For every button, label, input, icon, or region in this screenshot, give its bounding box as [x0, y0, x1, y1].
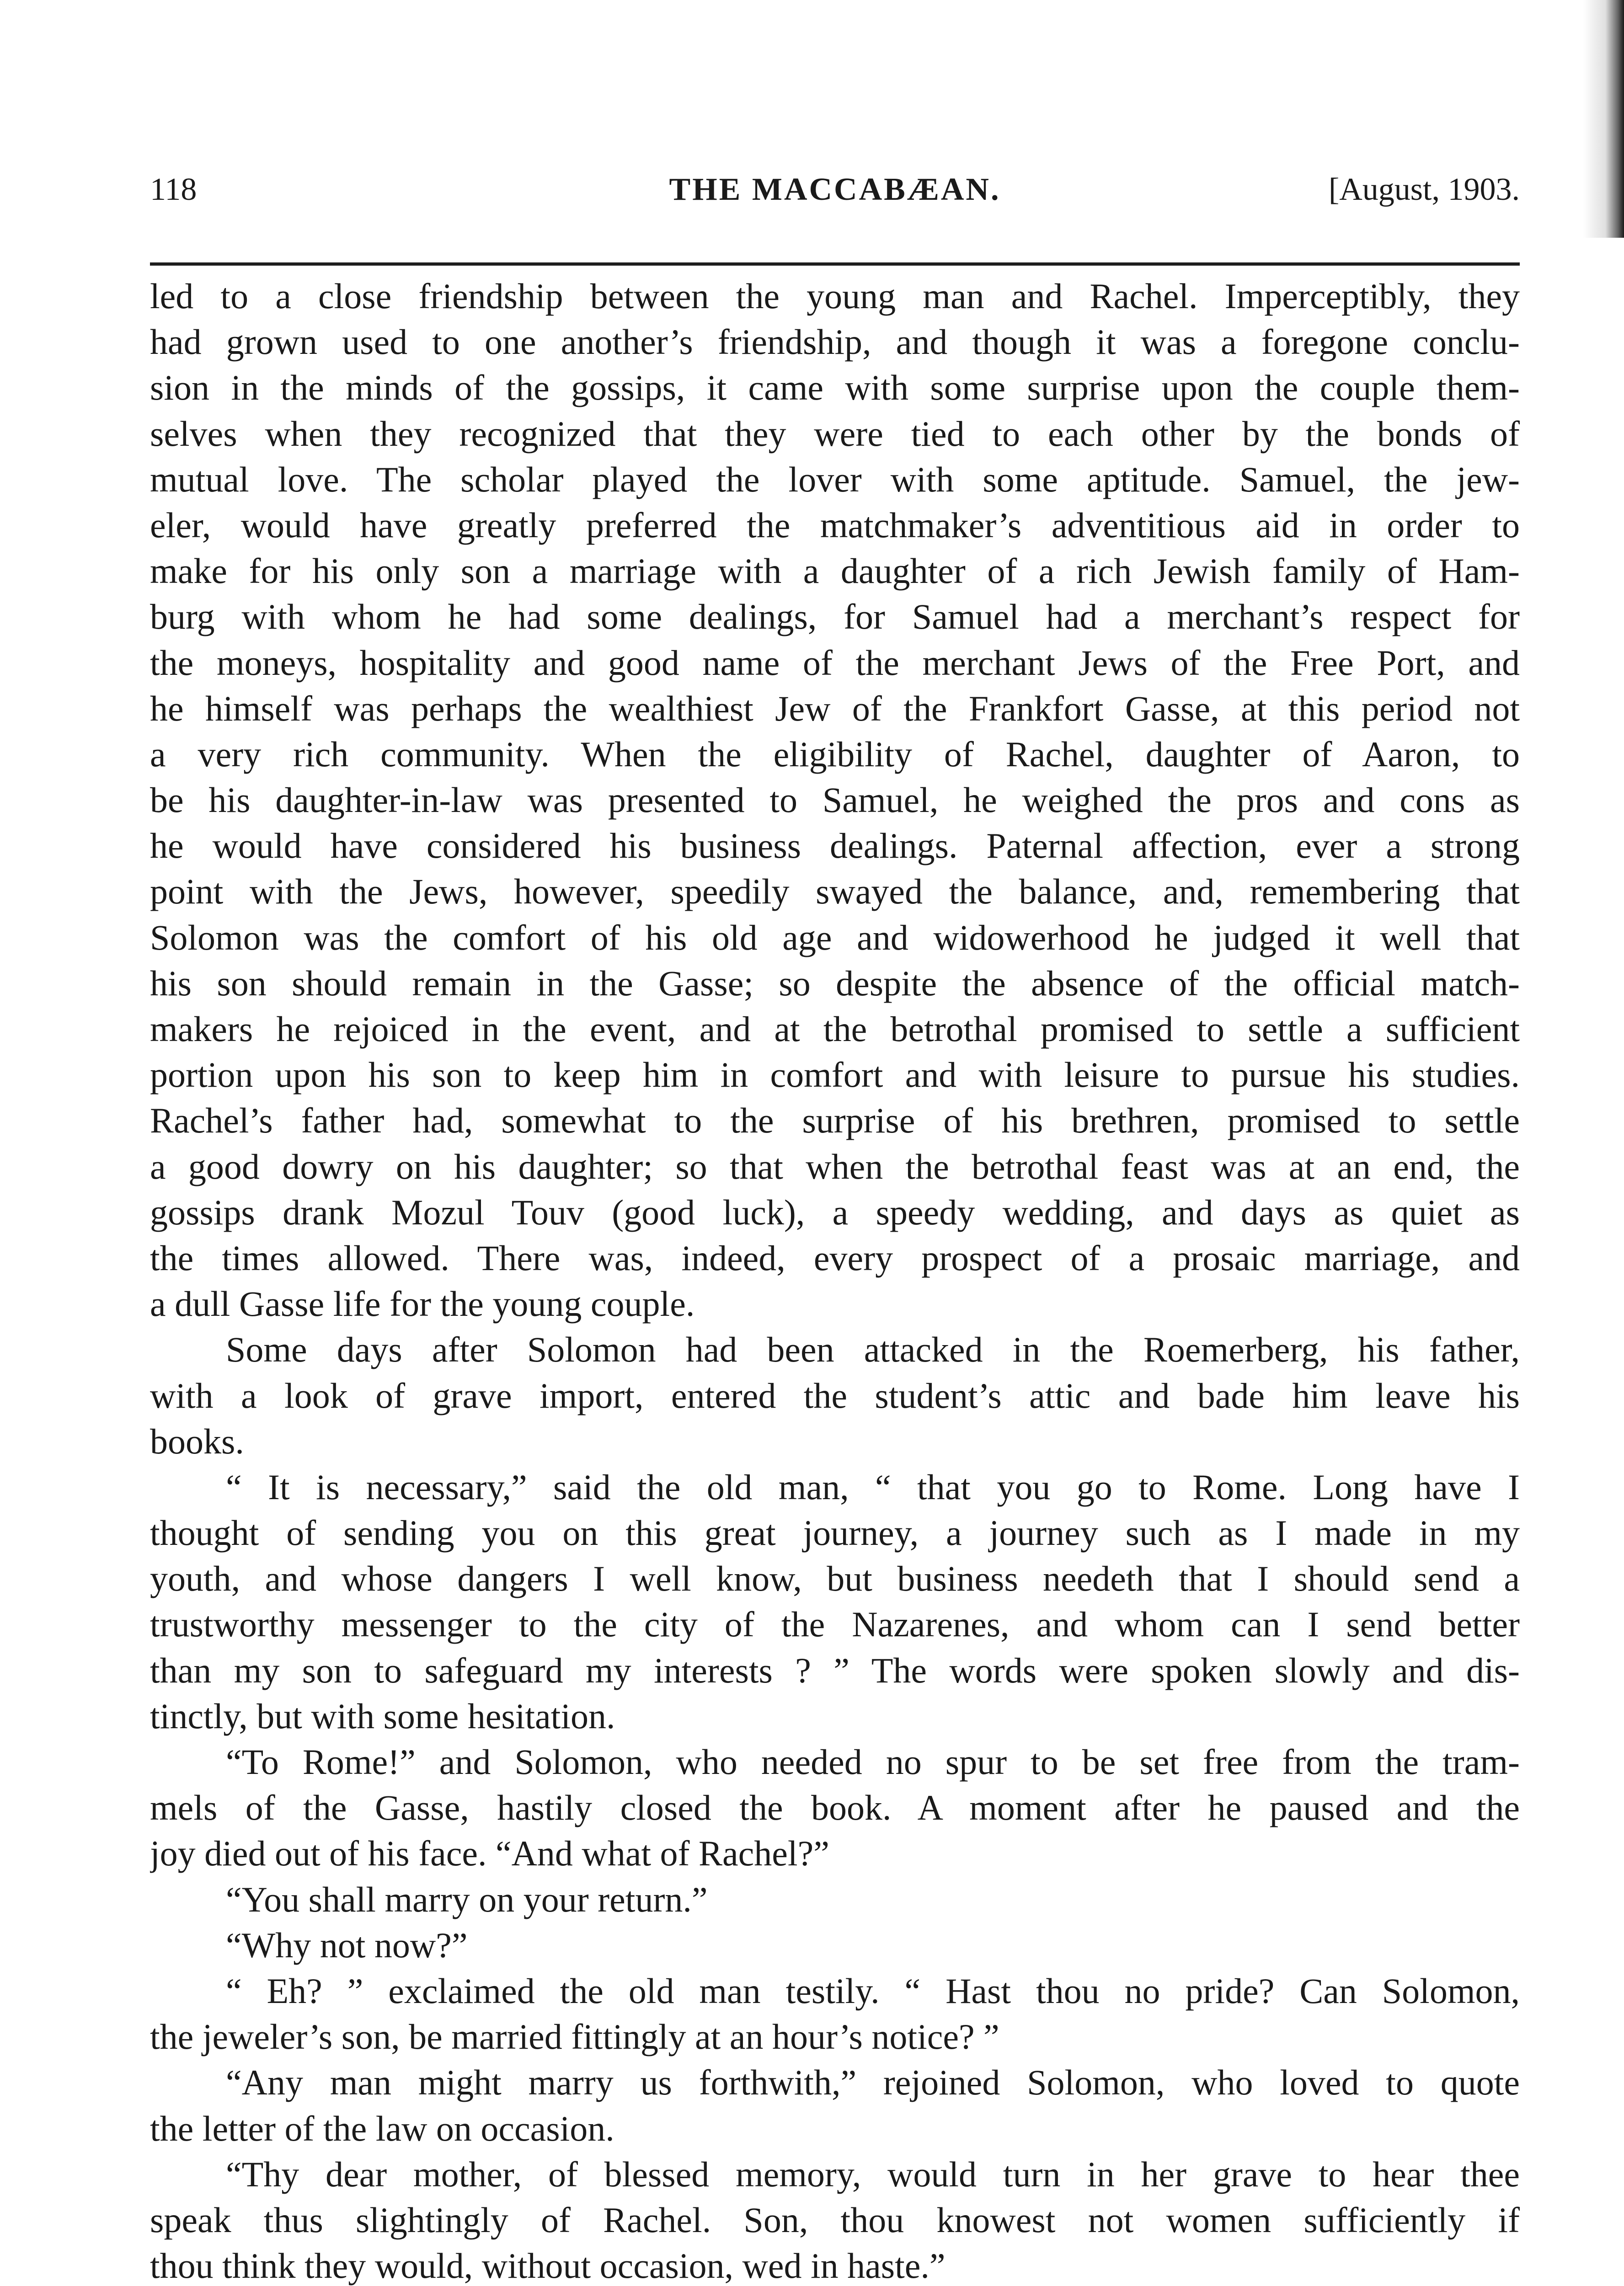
scan-edge-shadow: [1583, 0, 1624, 238]
text-line: selves when they recognized that they were tied to each other by the bonds of: [150, 413, 1520, 454]
article-body: [150, 273, 1520, 2286]
text-line: “You shall marry on your return.”: [226, 1879, 708, 1919]
text-line: joy died out of his face. “And what of Rachel?”: [150, 1833, 829, 1874]
paragraph: [150, 273, 1520, 1327]
text-line: “To Rome!” and Solomon, who needed no spur to be set free from the tram-: [226, 1742, 1520, 1782]
paragraph: [150, 1327, 1520, 1464]
text-line: gossips drank Mozul Touv (good luck), a speedy wedding, and days as quiet as: [150, 1192, 1520, 1232]
paragraph: [150, 1464, 1520, 1739]
page-number: 118: [150, 172, 197, 207]
header-rule: [150, 262, 1520, 266]
text-line: the moneys, hospitality and good name of the merchant Jews of the Free Port, and: [150, 642, 1520, 683]
text-line: “ It is necessary,” said the old man, “ that you go to Rome. Long have I: [226, 1467, 1520, 1507]
text-line: be his daughter-in-law was presented to Samuel, he weighed the pros and cons as: [150, 780, 1520, 820]
text-line: the times allowed. There was, indeed, every prospect of a prosaic marriage, and: [150, 1238, 1520, 1278]
text-line: eler, would have greatly preferred the matchmaker’s adventitious aid in order to: [150, 505, 1520, 545]
text-line: had grown used to one another’s friendship, and though it was a foregone conclu-: [150, 322, 1520, 362]
paragraph: [150, 1968, 1520, 2060]
text-line: thou think they would, without occasion, wed in haste.”: [150, 2246, 946, 2286]
text-line: a very rich community. When the eligibility of Rachel, daughter of Aaron, to: [150, 734, 1520, 774]
text-line: burg with whom he had some dealings, for Samuel had a merchant’s respect for: [150, 597, 1520, 637]
text-line: “ Eh? ” exclaimed the old man testily. “ Hast thou no pride? Can Solomon,: [226, 1971, 1520, 2011]
text-line: makers he rejoiced in the event, and at the betrothal promised to settle a sufficient: [150, 1009, 1520, 1049]
running-head: [150, 165, 1520, 215]
text-line: Some days after Solomon had been attacked in the Roemerberg, his father,: [226, 1330, 1520, 1370]
paragraph: [150, 1877, 1520, 1923]
text-line: his son should remain in the Gasse; so despite the absence of the official match-: [150, 963, 1520, 1003]
text-line: the jeweler’s son, be married fittingly at an hour’s notice? ”: [150, 2017, 999, 2057]
journal-title: THE MACCABÆAN.: [669, 172, 1001, 207]
text-line: point with the Jews, however, speedily swayed the balance, and, remembering that: [150, 871, 1520, 912]
text-line: “Thy dear mother, of blessed memory, would turn in her grave to hear thee: [226, 2154, 1520, 2194]
text-line: mels of the Gasse, hastily closed the book. A moment after he paused and the: [150, 1788, 1520, 1828]
text-line: “Why not now?”: [226, 1925, 468, 1965]
paragraph: [150, 1923, 1520, 1968]
text-line: tinctly, but with some hesitation.: [150, 1696, 615, 1736]
text-line: speak thus slightingly of Rachel. Son, thou knowest not women sufficiently if: [150, 2200, 1520, 2240]
text-line: he himself was perhaps the wealthiest Jew of the Frankfort Gasse, at this period not: [150, 688, 1520, 728]
text-line: the letter of the law on occasion.: [150, 2108, 614, 2148]
text-line: make for his only son a marriage with a daughter of a rich Jewish family of Ham-: [150, 551, 1520, 591]
text-line: sion in the minds of the gossips, it came with some surprise upon the couple them-: [150, 368, 1520, 408]
text-line: a dull Gasse life for the young couple.: [150, 1284, 695, 1324]
text-line: a good dowry on his daughter; so that when the betrothal feast was at an end, the: [150, 1146, 1520, 1186]
text-line: youth, and whose dangers I well know, but business needeth that I should send a: [150, 1559, 1520, 1599]
text-line: trustworthy messenger to the city of the Nazarenes, and whom can I send better: [150, 1604, 1520, 1645]
text-line: thought of sending you on this great journey, a journey such as I made in my: [150, 1513, 1520, 1553]
text-line: books.: [150, 1421, 244, 1461]
issue-date: [August, 1903.: [1328, 172, 1520, 207]
paragraph: [150, 2152, 1520, 2286]
text-line: mutual love. The scholar played the lover with some aptitude. Samuel, the jew-: [150, 459, 1520, 499]
text-line: portion upon his son to keep him in comfort and with leisure to pursue his studies.: [150, 1055, 1520, 1095]
text-line: than my son to safeguard my interests ? ” The words were spoken slowly and dis-: [150, 1650, 1520, 1690]
text-line: Solomon was the comfort of his old age and widowerhood he judged it well that: [150, 917, 1520, 957]
text-line: led to a close friendship between the young man and Rachel. Imperceptibly, they: [150, 276, 1520, 316]
text-line: “Any man might marry us forthwith,” rejoined Solomon, who loved to quote: [226, 2062, 1520, 2103]
text-line: he would have considered his business dealings. Paternal affection, ever a strong: [150, 826, 1520, 866]
paragraph: [150, 2060, 1520, 2151]
text-line: Rachel’s father had, somewhat to the surprise of his brethren, promised to settle: [150, 1100, 1520, 1141]
text-line: with a look of grave import, entered the student’s attic and bade him leave his: [150, 1375, 1520, 1415]
paragraph: [150, 1739, 1520, 1877]
